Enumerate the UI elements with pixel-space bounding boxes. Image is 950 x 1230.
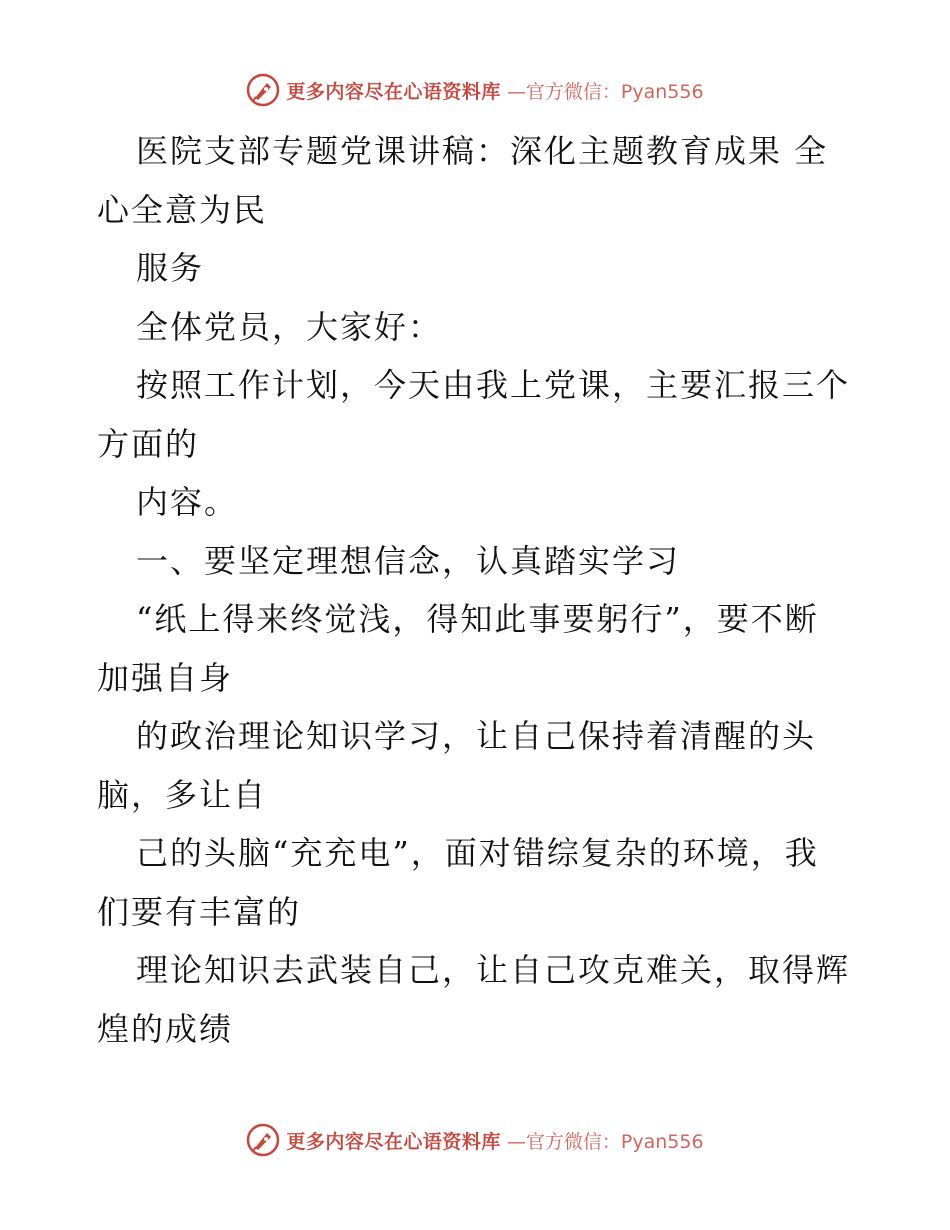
watermark-brand: 更多内容尽在心语资料库 [286, 80, 501, 103]
text-line: 己的头脑“充充电”，面对错综复杂的环境，我 [136, 834, 819, 872]
text-line: 全体党员，大家好： [136, 307, 443, 346]
text-line: 医院支部专题党课讲稿：深化主题教育成果 全 [136, 132, 829, 170]
text-line: 的政治理论知识学习，让自己保持着清醒的头 [136, 717, 817, 755]
text-line: 按照工作计划，今天由我上党课，主要汇报三个 [136, 366, 851, 404]
watermark-contact: —官方微信：Pyan556 [506, 1130, 704, 1153]
text-line: 心全意为民 [97, 190, 268, 229]
text-line: 加强自身 [97, 658, 234, 697]
text-line: “纸上得来终觉浅，得知此事要躬行”，要不断 [136, 600, 819, 638]
text-line: 理论知识去武装自己，让自己攻克难关，取得辉 [136, 951, 851, 989]
text-line: 一、要坚定理想信念，认真踏实学习 [136, 541, 681, 580]
text-line: 煌的成绩 [97, 1009, 234, 1048]
text-line: 脑，多让自 [97, 775, 268, 814]
document-body [97, 122, 857, 1058]
pen-nib-logo-icon [246, 73, 280, 107]
pen-nib-logo-icon [246, 1123, 280, 1157]
text-line: 服务 [136, 249, 205, 287]
header-watermark [0, 70, 950, 110]
text-line: 们要有丰富的 [97, 892, 302, 931]
text-line: 内容。 [136, 483, 239, 521]
watermark-brand: 更多内容尽在心语资料库 [286, 1130, 501, 1153]
footer-watermark [0, 1120, 950, 1160]
watermark-contact: —官方微信：Pyan556 [506, 80, 704, 103]
text-line: 方面的 [97, 424, 200, 463]
